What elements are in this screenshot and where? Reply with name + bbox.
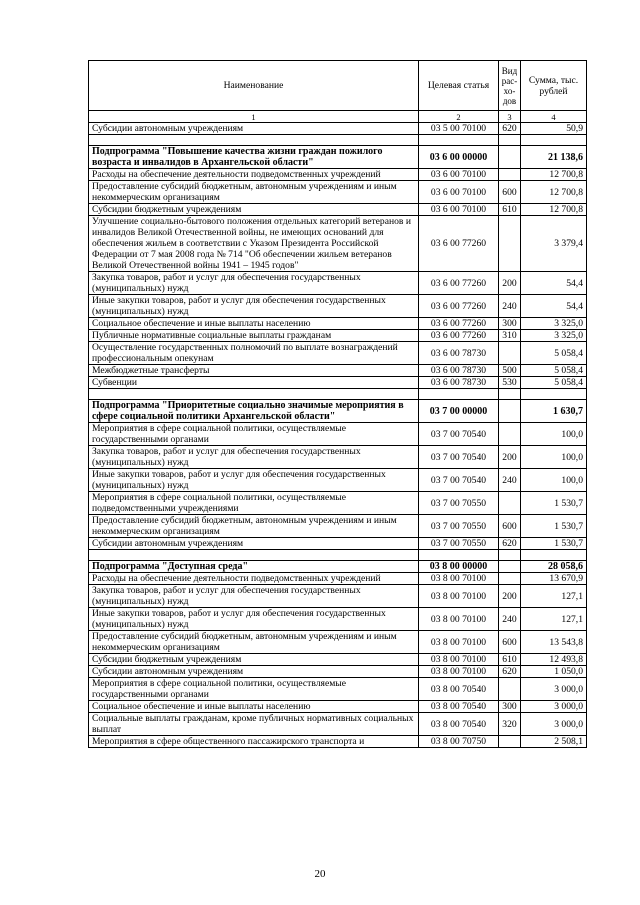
cell-expense-type: 600	[499, 631, 521, 654]
table-row	[89, 573, 587, 585]
cell-sum: 54,4	[521, 272, 587, 295]
table-row	[89, 318, 587, 330]
cell-name: Субвенции	[89, 377, 419, 389]
cell-name: Подпрограмма "Повышение качества жизни граждан пожилого возраста и инвалидов в Архангельской области"	[89, 146, 419, 169]
cell-code: 03 8 00 70540	[419, 713, 499, 736]
cell-expense-type: 600	[499, 515, 521, 538]
cell-code: 03 8 00 70100	[419, 585, 499, 608]
cell-expense-type: 200	[499, 446, 521, 469]
table-row	[89, 446, 587, 469]
cell-expense-type	[499, 561, 521, 573]
cell-sum: 100,0	[521, 446, 587, 469]
cell-expense-type: 600	[499, 181, 521, 204]
cell-expense-type	[499, 573, 521, 585]
table-row	[89, 608, 587, 631]
header-sum: Сумма, тыс. рублей	[521, 61, 587, 111]
cell-expense-type: 530	[499, 377, 521, 389]
cell-expense-type: 610	[499, 654, 521, 666]
spacer-row	[89, 389, 587, 400]
cell-name: Предоставление субсидий бюджетным, автономным учреждениям и иным некоммерческим организациям	[89, 631, 419, 654]
cell-sum: 1 530,7	[521, 515, 587, 538]
cell-code: 03 8 00 70100	[419, 573, 499, 585]
cell-code: 03 6 00 77260	[419, 330, 499, 342]
cell-name: Субсидии бюджетным учреждениям	[89, 654, 419, 666]
cell-name: Публичные нормативные социальные выплаты гражданам	[89, 330, 419, 342]
subprogram-row	[89, 561, 587, 573]
table-row	[89, 631, 587, 654]
cell-code: 03 8 00 70750	[419, 736, 499, 748]
cell-name: Закупка товаров, работ и услуг для обеспечения государственных (муниципальных) нужд	[89, 585, 419, 608]
cell-expense-type: 620	[499, 538, 521, 550]
header-vid: Вид рас-хо-дов	[499, 61, 521, 111]
cell-name: Социальное обеспечение и иные выплаты населению	[89, 318, 419, 330]
cell-sum: 1 630,7	[521, 400, 587, 423]
spacer-cell	[521, 550, 587, 561]
table-row	[89, 713, 587, 736]
spacer-cell	[419, 550, 499, 561]
cell-expense-type: 300	[499, 701, 521, 713]
cell-name: Закупка товаров, работ и услуг для обеспечения государственных (муниципальных) нужд	[89, 446, 419, 469]
table-row	[89, 736, 587, 748]
cell-expense-type	[499, 146, 521, 169]
spacer-cell	[521, 389, 587, 400]
cell-sum: 3 325,0	[521, 318, 587, 330]
cell-code: 03 8 00 70540	[419, 701, 499, 713]
cell-expense-type	[499, 216, 521, 272]
cell-code: 03 6 00 77260	[419, 318, 499, 330]
cell-expense-type	[499, 169, 521, 181]
cell-name: Подпрограмма "Доступная среда"	[89, 561, 419, 573]
cell-sum: 12 700,8	[521, 181, 587, 204]
cell-sum: 100,0	[521, 423, 587, 446]
subprogram-row	[89, 146, 587, 169]
cell-code: 03 8 00 70100	[419, 666, 499, 678]
cell-name: Субсидии автономным учреждениям	[89, 666, 419, 678]
header-row	[89, 61, 587, 111]
cell-name: Социальное обеспечение и иные выплаты населению	[89, 701, 419, 713]
cell-expense-type	[499, 492, 521, 515]
column-number-4: 4	[521, 111, 587, 123]
spacer-row	[89, 550, 587, 561]
cell-name: Предоставление субсидий бюджетным, автономным учреждениям и иным некоммерческим организациям	[89, 515, 419, 538]
table-row	[89, 469, 587, 492]
cell-expense-type: 620	[499, 123, 521, 135]
cell-sum: 3 325,0	[521, 330, 587, 342]
table-row	[89, 330, 587, 342]
cell-sum: 1 530,7	[521, 492, 587, 515]
cell-code: 03 8 00 70540	[419, 678, 499, 701]
cell-code: 03 8 00 70100	[419, 608, 499, 631]
table-row	[89, 295, 587, 318]
cell-code: 03 7 00 70540	[419, 469, 499, 492]
cell-sum: 54,4	[521, 295, 587, 318]
cell-code: 03 7 00 70540	[419, 423, 499, 446]
cell-sum: 13 670,9	[521, 573, 587, 585]
cell-sum: 127,1	[521, 585, 587, 608]
cell-name: Субсидии автономным учреждениям	[89, 123, 419, 135]
table-row	[89, 423, 587, 446]
cell-sum: 12 493,8	[521, 654, 587, 666]
table-row	[89, 181, 587, 204]
cell-sum: 1 050,0	[521, 666, 587, 678]
cell-sum: 12 700,8	[521, 204, 587, 216]
cell-expense-type: 500	[499, 365, 521, 377]
table-row	[89, 678, 587, 701]
cell-expense-type	[499, 678, 521, 701]
cell-name: Расходы на обеспечение деятельности подведомственных учреждений	[89, 573, 419, 585]
cell-code: 03 7 00 70540	[419, 446, 499, 469]
cell-name: Мероприятия в сфере социальной политики, осуществляемые государственными органами	[89, 678, 419, 701]
cell-expense-type: 240	[499, 608, 521, 631]
cell-name: Предоставление субсидий бюджетным, автономным учреждениям и иным некоммерческим организациям	[89, 181, 419, 204]
cell-code: 03 8 00 70100	[419, 631, 499, 654]
cell-code: 03 8 00 70100	[419, 654, 499, 666]
spacer-cell	[89, 550, 419, 561]
table-row	[89, 216, 587, 272]
cell-name: Социальные выплаты гражданам, кроме публичных нормативных социальных выплат	[89, 713, 419, 736]
cell-code: 03 6 00 78730	[419, 365, 499, 377]
table-row	[89, 701, 587, 713]
header-code: Целевая статья	[419, 61, 499, 111]
cell-sum: 28 058,6	[521, 561, 587, 573]
column-number-1: 1	[89, 111, 419, 123]
cell-name: Подпрограмма "Приоритетные социально значимые мероприятия в сфере социальной политики Архангельской области"	[89, 400, 419, 423]
column-number-row	[89, 111, 587, 123]
spacer-cell	[89, 135, 419, 146]
cell-expense-type: 200	[499, 585, 521, 608]
column-number-3: 3	[499, 111, 521, 123]
cell-sum: 50,9	[521, 123, 587, 135]
spacer-cell	[499, 135, 521, 146]
cell-name: Мероприятия в сфере социальной политики, осуществляемые государственными органами	[89, 423, 419, 446]
budget-table	[88, 60, 587, 748]
cell-name: Расходы на обеспечение деятельности подведомственных учреждений	[89, 169, 419, 181]
spacer-cell	[89, 389, 419, 400]
cell-code: 03 6 00 77260	[419, 295, 499, 318]
table-row	[89, 204, 587, 216]
cell-sum: 12 700,8	[521, 169, 587, 181]
cell-expense-type: 240	[499, 295, 521, 318]
table-row	[89, 272, 587, 295]
table-row	[89, 654, 587, 666]
cell-code: 03 8 00 00000	[419, 561, 499, 573]
table-row	[89, 123, 587, 135]
cell-expense-type	[499, 423, 521, 446]
cell-code: 03 7 00 00000	[419, 400, 499, 423]
cell-code: 03 6 00 00000	[419, 146, 499, 169]
cell-name: Субсидии бюджетным учреждениям	[89, 204, 419, 216]
table-body	[89, 61, 587, 748]
cell-code: 03 7 00 70550	[419, 492, 499, 515]
spacer-row	[89, 135, 587, 146]
cell-sum: 2 508,1	[521, 736, 587, 748]
cell-name: Иные закупки товаров, работ и услуг для обеспечения государственных (муниципальных) нужд	[89, 608, 419, 631]
cell-sum: 5 058,4	[521, 342, 587, 365]
spacer-cell	[521, 135, 587, 146]
cell-name: Мероприятия в сфере социальной политики, осуществляемые подведомственными учреждениями	[89, 492, 419, 515]
table-row	[89, 515, 587, 538]
cell-expense-type	[499, 736, 521, 748]
table-row	[89, 492, 587, 515]
subprogram-row	[89, 400, 587, 423]
table-row	[89, 342, 587, 365]
cell-sum: 5 058,4	[521, 365, 587, 377]
cell-sum: 13 543,8	[521, 631, 587, 654]
cell-code: 03 5 00 70100	[419, 123, 499, 135]
cell-name: Иные закупки товаров, работ и услуг для обеспечения государственных (муниципальных) нужд	[89, 469, 419, 492]
cell-expense-type: 620	[499, 666, 521, 678]
cell-code: 03 6 00 77260	[419, 216, 499, 272]
cell-name: Мероприятия в сфере общественного пассажирского транспорта и	[89, 736, 419, 748]
cell-code: 03 6 00 70100	[419, 181, 499, 204]
table-row	[89, 538, 587, 550]
cell-code: 03 6 00 70100	[419, 169, 499, 181]
cell-expense-type: 610	[499, 204, 521, 216]
cell-code: 03 6 00 78730	[419, 342, 499, 365]
cell-sum: 3 379,4	[521, 216, 587, 272]
table-row	[89, 169, 587, 181]
column-number-2: 2	[419, 111, 499, 123]
cell-sum: 3 000,0	[521, 701, 587, 713]
cell-expense-type	[499, 400, 521, 423]
cell-expense-type: 320	[499, 713, 521, 736]
cell-expense-type: 300	[499, 318, 521, 330]
cell-sum: 100,0	[521, 469, 587, 492]
table-row	[89, 585, 587, 608]
spacer-cell	[419, 135, 499, 146]
cell-name: Субсидии автономным учреждениям	[89, 538, 419, 550]
cell-name: Межбюджетные трансферты	[89, 365, 419, 377]
cell-expense-type: 240	[499, 469, 521, 492]
cell-name: Осуществление государственных полномочий по выплате вознаграждений профессиональным опекунам	[89, 342, 419, 365]
cell-sum: 21 138,6	[521, 146, 587, 169]
cell-sum: 3 000,0	[521, 713, 587, 736]
cell-name: Закупка товаров, работ и услуг для обеспечения государственных (муниципальных) нужд	[89, 272, 419, 295]
spacer-cell	[499, 550, 521, 561]
table-row	[89, 377, 587, 389]
cell-sum: 5 058,4	[521, 377, 587, 389]
cell-name: Иные закупки товаров, работ и услуг для обеспечения государственных (муниципальных) нужд	[89, 295, 419, 318]
cell-sum: 3 000,0	[521, 678, 587, 701]
cell-name: Улучшение социально-бытового положения отдельных категорий ветеранов и инвалидов Великой Отечественной войны, не имеющих оснований для обеспечения жильем в соответствии с Указом Президента Российской Федерации от 7 мая 2008 года № 714 "Об обеспечении жильем ветеранов Великой Отечественной войны 1941 – 1945 годов"	[89, 216, 419, 272]
cell-code: 03 6 00 78730	[419, 377, 499, 389]
header-name: Наименование	[89, 61, 419, 111]
cell-code: 03 6 00 70100	[419, 204, 499, 216]
table-row	[89, 666, 587, 678]
cell-expense-type	[499, 342, 521, 365]
cell-code: 03 6 00 77260	[419, 272, 499, 295]
cell-code: 03 7 00 70550	[419, 515, 499, 538]
cell-expense-type: 310	[499, 330, 521, 342]
spacer-cell	[419, 389, 499, 400]
table-row	[89, 365, 587, 377]
cell-expense-type: 200	[499, 272, 521, 295]
cell-sum: 127,1	[521, 608, 587, 631]
spacer-cell	[499, 389, 521, 400]
cell-sum: 1 530,7	[521, 538, 587, 550]
page-number: 20	[314, 868, 326, 880]
cell-code: 03 7 00 70550	[419, 538, 499, 550]
